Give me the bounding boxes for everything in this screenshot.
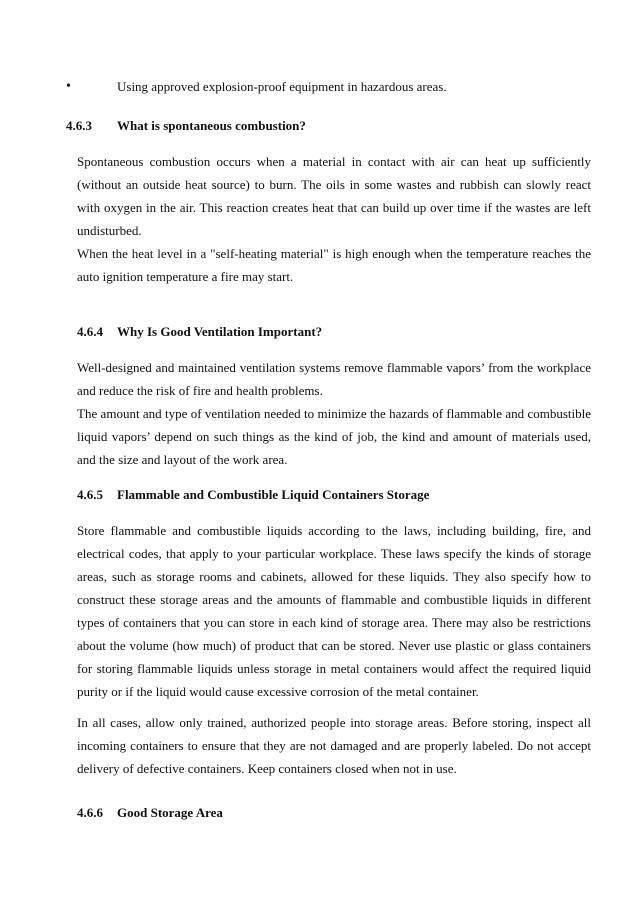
paragraph: In all cases, allow only trained, authorized people into storage areas. Before storing, inspect all incoming containers to ensure that they are not damaged and are properly labeled. Do not accept delivery of defective containers. Keep containers closed when not in use. — [77, 715, 591, 776]
section-number: 4.6.3 — [66, 118, 92, 133]
section-heading-4-6-3 — [66, 117, 306, 135]
bullet-symbol: • — [66, 79, 71, 94]
section-body-4-6-3 — [77, 150, 591, 288]
section-title: What is spontaneous combustion? — [117, 118, 306, 133]
section-title: Why Is Good Ventilation Important? — [117, 324, 323, 339]
section-title: Flammable and Combustible Liquid Containers Storage — [117, 487, 430, 502]
bullet-text: Using approved explosion-proof equipment in hazardous areas. — [117, 79, 447, 94]
paragraph: Store flammable and combustible liquids according to the laws, including building, fire, and electrical codes, that apply to your particular workplace. These laws specify the kinds of storage areas, such as storage rooms and cabinets, allowed for these liquids. They also specify how to construct these storage areas and the amounts of flammable and combustible liquids in different types of containers that you can store in each kind of storage area. There may also be restrictions about the volume (how much) of product that can be stored. Never use plastic or glass containers for storing flammable liquids unless storage in metal containers would affect the required liquid purity or if the liquid would cause excessive corrosion of the metal container. — [77, 523, 591, 699]
section-number: 4.6.4 — [77, 324, 103, 339]
paragraph: Well-designed and maintained ventilation systems remove flammable vapors’ from the workplace and reduce the risk of fire and health problems. — [77, 360, 591, 398]
section-heading-4-6-5 — [77, 486, 430, 504]
section-body-4-6-4 — [77, 356, 591, 471]
paragraph: Spontaneous combustion occurs when a material in contact with air can heat up sufficiently (without an outside heat source) to burn. The oils in some wastes and rubbish can slowly react with oxygen in the air. This reaction creates heat that can build up over time if the wastes are left undisturbed. — [77, 154, 591, 238]
paragraph: The amount and type of ventilation needed to minimize the hazards of flammable and combustible liquid vapors’ depend on such things as the kind of job, the kind and amount of materials used, and the size and layout of the work area. — [77, 406, 591, 467]
section-number: 4.6.5 — [77, 487, 103, 502]
section-heading-4-6-6 — [77, 804, 223, 822]
section-body-4-6-5 — [77, 519, 591, 703]
section-title: Good Storage Area — [117, 805, 223, 820]
section-number: 4.6.6 — [77, 805, 103, 820]
paragraph: When the heat level in a "self-heating material" is high enough when the temperature reaches the auto ignition temperature a fire may start. — [77, 246, 591, 284]
section-heading-4-6-4 — [77, 323, 323, 341]
section-body-4-6-5-continued — [77, 711, 591, 780]
